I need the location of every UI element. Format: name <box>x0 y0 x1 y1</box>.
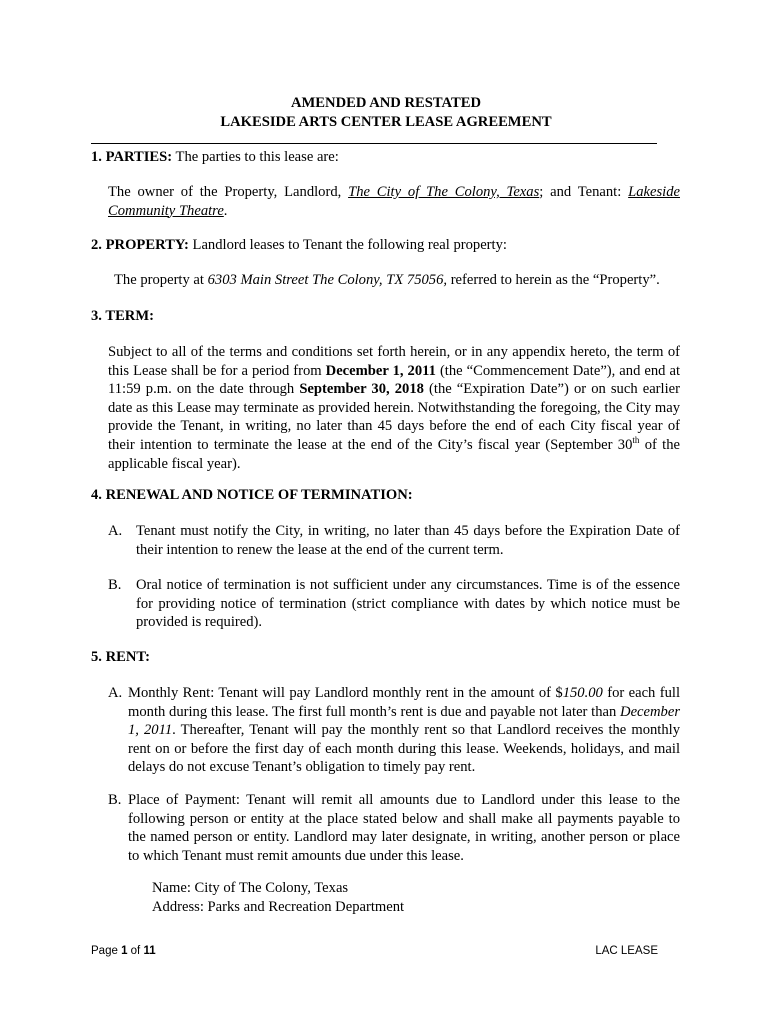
section-number: 4. <box>91 487 102 503</box>
document-title-line-1: AMENDED AND RESTATED <box>290 95 481 111</box>
section-1-heading <box>91 148 339 167</box>
item-text: Place of Payment: Tenant will remit all amounts due to Landlord under this lease to the following person or entity at the place stated below and shall make all payments payable to the named person or entity. Landlord may later designate, in writing, another person or place to which Tenant must remit amounts due under this lease. <box>128 792 680 864</box>
section-4-heading <box>91 486 413 505</box>
section-2-paragraph: The property at 6303 Main Street The Colony, TX 75056, referred to herein as the “Property”. <box>114 272 660 288</box>
section-title: PROPERTY: <box>105 237 189 253</box>
item-text: Oral notice of termination is not sufficient under any circumstances. Time is of the essence for providing notice of termination (strict compliance with dates by which notice must be provided is required). <box>136 577 680 631</box>
section-1-paragraph: The owner of the Property, Landlord, The City of The Colony, Texas; and Tenant: Lakeside Community Theatre. <box>108 184 680 219</box>
item-label: B. <box>108 792 122 808</box>
section-title: RENT: <box>105 649 150 665</box>
landlord-name: The City of The Colony, Texas <box>348 184 540 200</box>
item-label: B. <box>108 577 122 593</box>
section-title: TERM: <box>105 308 154 324</box>
item-text: Monthly Rent: Tenant will pay Landlord monthly rent in the amount of $150.00 for each full month during this lease. The first full month’s rent is due and payable not later than December 1, 2011. Thereafter, Tenant will pay the monthly rent so that Landlord receives the monthly rent on or before the first day of each month during this lease. Weekends, holidays, and mail delays do not excuse Tenant’s obligation to timely pay rent. <box>128 685 680 776</box>
first-rent-date: December 1, 2011 <box>128 703 680 739</box>
section-title: RENEWAL AND NOTICE OF TERMINATION: <box>105 487 413 503</box>
section-number: 1. <box>91 149 102 165</box>
section-5-heading <box>91 648 150 667</box>
title-divider <box>91 143 657 144</box>
payee-name: Name: City of The Colony, Texas <box>152 880 349 896</box>
monthly-rent-amount: 150.00 <box>562 685 603 701</box>
item-label: A. <box>108 685 123 701</box>
section-title: PARTIES: <box>105 149 173 165</box>
section-number: 3. <box>91 308 102 324</box>
section-number: 2. <box>91 237 102 253</box>
tenant-name: Lakeside Community Theatre <box>108 184 680 219</box>
page-number: Page 1 of 11 <box>91 945 156 957</box>
payee-address: Address: Parks and Recreation Department <box>152 899 405 915</box>
section-3-paragraph: Subject to all of the terms and conditions set forth herein, or in any appendix hereto, the term of this Lease shall be for a period from December 1, 2011 (the “Commencement Date”), and end at 11:59 p.m. on the date through September 30, 2018 (the “Expiration Date”) or on such earlier date as this Lease may terminate as provided herein. Notwithstanding the foregoing, the City may provide the Tenant, in writing, no later than 45 days before the end of each City fiscal year of their intention to terminate the lease at the end of the City’s fiscal year (September 30th of the applicable fiscal year). <box>108 344 681 472</box>
total-pages: 11 <box>143 945 156 957</box>
document-title-line-2: LAKESIDE ARTS CENTER LEASE AGREEMENT <box>220 114 552 130</box>
section-3-heading <box>91 307 154 326</box>
item-text: Tenant must notify the City, in writing, no later than 45 days before the Expiration Date of their intention to renew the lease at the end of the current term. <box>136 523 680 558</box>
expiration-date: September 30, 2018 <box>299 381 424 398</box>
section-2-heading <box>91 236 507 255</box>
item-label: A. <box>108 523 123 539</box>
footer-document-label: LAC LEASE <box>595 945 658 957</box>
section-number: 5. <box>91 649 102 665</box>
commencement-date: December 1, 2011 <box>325 362 436 379</box>
property-address: 6303 Main Street The Colony, TX 75056, <box>207 272 448 288</box>
section-intro: The parties to this lease are: <box>172 149 339 165</box>
section-intro: Landlord leases to Tenant the following real property: <box>188 237 507 253</box>
current-page: 1 <box>121 945 128 957</box>
